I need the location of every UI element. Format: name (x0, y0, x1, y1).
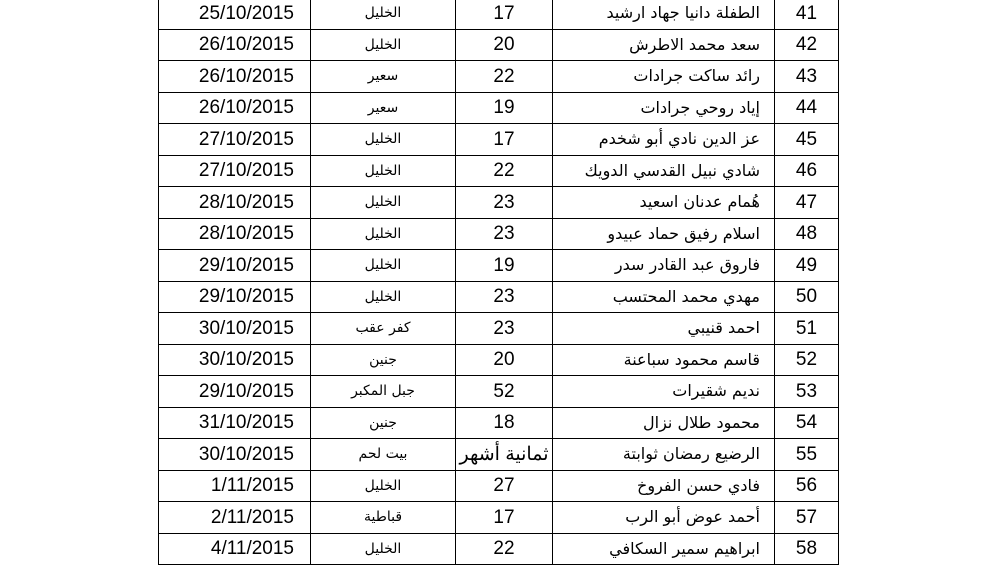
date-cell: 30/10/2015 (159, 344, 311, 376)
name-cell: فاروق عبد القادر سدر (553, 250, 775, 282)
date-cell: 28/10/2015 (159, 218, 311, 250)
age-cell: 20 (456, 29, 553, 61)
date-cell: 31/10/2015 (159, 407, 311, 439)
age-cell: 52 (456, 376, 553, 408)
date-cell: 27/10/2015 (159, 124, 311, 156)
number-cell: 58 (775, 533, 839, 565)
table-row (159, 281, 839, 313)
table-row (159, 0, 839, 29)
name-cell: احمد قنيبي (553, 313, 775, 345)
place-cell: قباطية (311, 502, 456, 534)
name-cell: فادي حسن الفروخ (553, 470, 775, 502)
name-cell: قاسم محمود سباعنة (553, 344, 775, 376)
age-cell: 22 (456, 61, 553, 93)
date-cell: 26/10/2015 (159, 29, 311, 61)
age-cell: 17 (456, 124, 553, 156)
table-row (159, 187, 839, 219)
place-cell: الخليل (311, 470, 456, 502)
table-row (159, 407, 839, 439)
name-cell: محمود طلال نزال (553, 407, 775, 439)
date-cell: 27/10/2015 (159, 155, 311, 187)
number-cell: 52 (775, 344, 839, 376)
name-cell: عز الدين نادي أبو شخدم (553, 124, 775, 156)
name-cell: إياد روحي جرادات (553, 92, 775, 124)
date-cell: 29/10/2015 (159, 250, 311, 282)
table-row (159, 92, 839, 124)
number-cell: 41 (775, 0, 839, 29)
date-cell: 29/10/2015 (159, 281, 311, 313)
table-row (159, 376, 839, 408)
name-cell: الرضيع رمضان ثوابتة (553, 439, 775, 471)
place-cell: كفر عقب (311, 313, 456, 345)
table-row (159, 533, 839, 565)
name-cell: ابراهيم سمير السكافي (553, 533, 775, 565)
casualties-table-container (158, 0, 838, 565)
name-cell: اسلام رفيق حماد عبيدو (553, 218, 775, 250)
number-cell: 51 (775, 313, 839, 345)
age-cell: 27 (456, 470, 553, 502)
place-cell: الخليل (311, 533, 456, 565)
date-cell: 29/10/2015 (159, 376, 311, 408)
date-cell: 30/10/2015 (159, 439, 311, 471)
number-cell: 54 (775, 407, 839, 439)
number-cell: 50 (775, 281, 839, 313)
table-row (159, 29, 839, 61)
number-cell: 49 (775, 250, 839, 282)
date-cell: 30/10/2015 (159, 313, 311, 345)
date-cell: 4/11/2015 (159, 533, 311, 565)
number-cell: 47 (775, 187, 839, 219)
name-cell: هُمام عدنان اسعيد (553, 187, 775, 219)
table-row (159, 250, 839, 282)
place-cell: جنين (311, 344, 456, 376)
name-cell: الطفلة دانيا جهاد ارشيد (553, 0, 775, 29)
age-cell: ثمانية أشهر (456, 439, 553, 471)
table-row (159, 124, 839, 156)
date-cell: 2/11/2015 (159, 502, 311, 534)
place-cell: سعير (311, 61, 456, 93)
age-cell: 23 (456, 187, 553, 219)
age-cell: 17 (456, 0, 553, 29)
number-cell: 46 (775, 155, 839, 187)
place-cell: الخليل (311, 29, 456, 61)
age-cell: 22 (456, 533, 553, 565)
age-cell: 22 (456, 155, 553, 187)
number-cell: 44 (775, 92, 839, 124)
name-cell: مهدي محمد المحتسب (553, 281, 775, 313)
table-row (159, 61, 839, 93)
table-row (159, 439, 839, 471)
age-cell: 23 (456, 218, 553, 250)
number-cell: 45 (775, 124, 839, 156)
name-cell: شادي نبيل القدسي الدويك (553, 155, 775, 187)
place-cell: الخليل (311, 281, 456, 313)
place-cell: جنين (311, 407, 456, 439)
number-cell: 56 (775, 470, 839, 502)
age-cell: 23 (456, 313, 553, 345)
name-cell: نديم شقيرات (553, 376, 775, 408)
age-cell: 19 (456, 92, 553, 124)
date-cell: 1/11/2015 (159, 470, 311, 502)
number-cell: 48 (775, 218, 839, 250)
name-cell: رائد ساكت جرادات (553, 61, 775, 93)
date-cell: 28/10/2015 (159, 187, 311, 219)
table-row (159, 313, 839, 345)
age-cell: 19 (456, 250, 553, 282)
table-row (159, 502, 839, 534)
number-cell: 53 (775, 376, 839, 408)
table-row (159, 218, 839, 250)
place-cell: سعير (311, 92, 456, 124)
place-cell: الخليل (311, 0, 456, 29)
table-row (159, 155, 839, 187)
age-cell: 18 (456, 407, 553, 439)
date-cell: 26/10/2015 (159, 92, 311, 124)
casualties-table (158, 0, 839, 565)
number-cell: 55 (775, 439, 839, 471)
place-cell: جبل المكبر (311, 376, 456, 408)
date-cell: 26/10/2015 (159, 61, 311, 93)
age-cell: 17 (456, 502, 553, 534)
number-cell: 42 (775, 29, 839, 61)
table-body (159, 0, 839, 565)
place-cell: الخليل (311, 187, 456, 219)
name-cell: سعد محمد الاطرش (553, 29, 775, 61)
place-cell: الخليل (311, 250, 456, 282)
age-cell: 20 (456, 344, 553, 376)
date-cell: 25/10/2015 (159, 0, 311, 29)
place-cell: الخليل (311, 155, 456, 187)
number-cell: 57 (775, 502, 839, 534)
place-cell: بيت لحم (311, 439, 456, 471)
age-cell: 23 (456, 281, 553, 313)
place-cell: الخليل (311, 218, 456, 250)
number-cell: 43 (775, 61, 839, 93)
place-cell: الخليل (311, 124, 456, 156)
table-row (159, 470, 839, 502)
name-cell: أحمد عوض أبو الرب (553, 502, 775, 534)
table-row (159, 344, 839, 376)
